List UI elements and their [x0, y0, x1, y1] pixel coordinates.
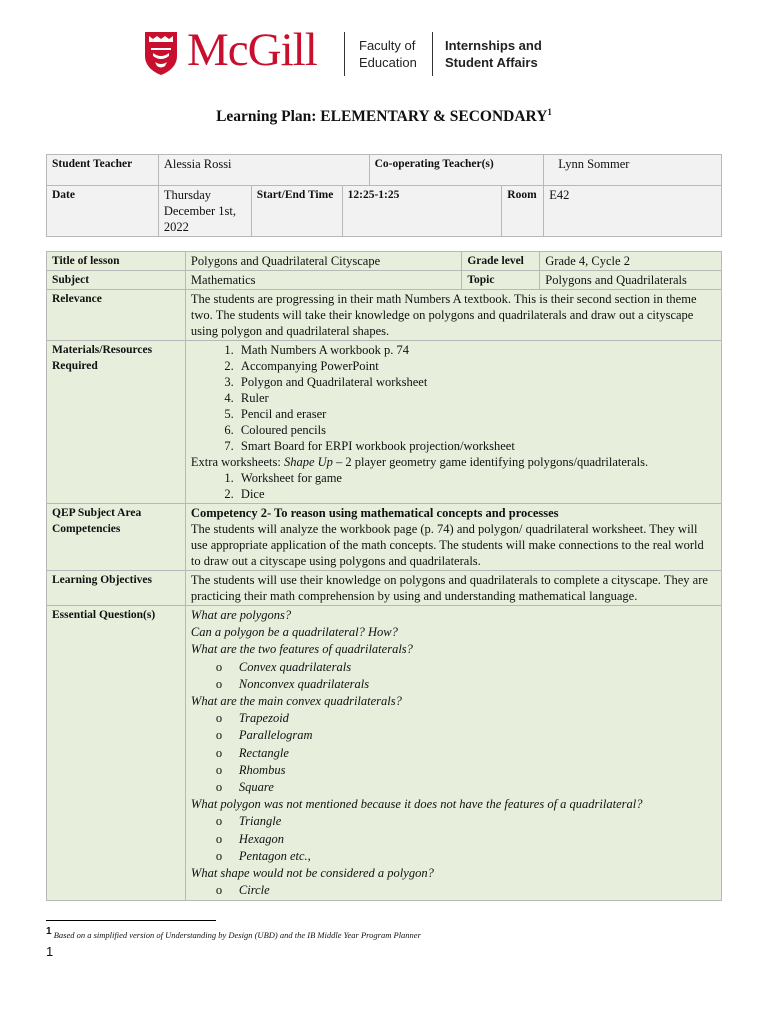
- materials-list: [191, 342, 716, 454]
- list-item-text: Rhombus: [238, 762, 286, 777]
- list-item: 7. Smart Board for ERPI workbook projection/worksheet: [237, 438, 716, 454]
- header-logo: [143, 24, 603, 80]
- list-item-text: Circle: [238, 883, 270, 898]
- student-teacher-value: Alessia Rossi: [158, 155, 369, 186]
- unit-line-1: Internships and: [445, 38, 542, 53]
- qep-value: [185, 504, 721, 571]
- bullet-icon: o: [215, 728, 223, 743]
- list-item-text: Nonconvex quadrilaterals: [238, 676, 370, 691]
- list-item: [215, 710, 716, 727]
- footnote-mark: 1: [46, 926, 52, 937]
- document-title: [0, 107, 768, 126]
- list-item: 3. Polygon and Quadrilateral worksheet: [237, 374, 716, 390]
- question: What are the two features of quadrilaterals?: [190, 642, 413, 657]
- grade-level-label: Grade level: [462, 252, 540, 271]
- question: What are polygons?: [190, 608, 292, 622]
- bullet-icon: o: [215, 831, 223, 846]
- unit-line-2: Student Affairs: [445, 55, 538, 70]
- date-label: Date: [47, 186, 159, 237]
- footnote: [46, 926, 421, 940]
- features-list: [191, 659, 716, 693]
- list-item-text: Triangle: [238, 814, 282, 829]
- footnote-text: Based on a simplified version of Understanding by Design (UBD) and the IB Middle Year Program Planner: [53, 929, 421, 940]
- bullet-icon: o: [215, 659, 223, 674]
- non-polygon-list: [191, 882, 716, 899]
- convex-list: [191, 710, 716, 796]
- bullet-icon: o: [215, 762, 223, 777]
- competency-heading: Competency 2- To reason using mathematical concepts and processes: [190, 506, 559, 520]
- list-item: [215, 831, 716, 848]
- student-teacher-label: Student Teacher: [47, 155, 159, 186]
- info-table: [46, 154, 722, 237]
- list-item-text: Parallelogram: [238, 728, 313, 743]
- extra-list: [191, 470, 716, 502]
- materials-value: [185, 341, 721, 504]
- mcgill-wordmark: McGill: [187, 24, 317, 76]
- page-number: 1: [46, 944, 54, 959]
- subject-label: Subject: [47, 271, 186, 290]
- coop-teacher-value: Lynn Sommer: [544, 155, 722, 186]
- title-footnote-mark: 1: [547, 107, 552, 117]
- bullet-icon: o: [215, 848, 223, 863]
- list-item-text: Hexagon: [238, 831, 285, 846]
- list-item: [215, 848, 716, 865]
- list-item-text: Pentagon etc.,: [238, 848, 311, 863]
- essential-questions-label: Essential Question(s): [47, 606, 186, 901]
- extra-worksheets: [191, 454, 716, 470]
- list-item: 1. Worksheet for game: [237, 470, 716, 486]
- list-item: [215, 779, 716, 796]
- essential-questions-value: [185, 606, 721, 901]
- room-value: E42: [544, 186, 722, 237]
- list-item: 2. Dice: [237, 486, 716, 502]
- list-item: 1. Math Numbers A workbook p. 74: [237, 342, 716, 358]
- list-item-text: Rectangle: [238, 745, 289, 760]
- objectives-value: The students will use their knowledge on polygons and quadrilaterals to complete a cityscape. They are practicing their math comprehension by using and understanding mathematical language.: [185, 571, 721, 606]
- question: Can a polygon be a quadrilateral? How?: [190, 625, 398, 640]
- objectives-label: Learning Objectives: [47, 571, 186, 606]
- relevance-label: Relevance: [47, 290, 186, 341]
- topic-value: Polygons and Quadrilaterals: [540, 271, 722, 290]
- date-value: Thursday December 1st, 2022: [158, 186, 251, 237]
- bullet-icon: o: [215, 676, 223, 691]
- list-item: [215, 813, 716, 830]
- extra-suffix: – 2 player geometry game identifying polygons/quadrilaterals.: [332, 455, 649, 469]
- bullet-icon: o: [215, 814, 223, 829]
- question: What polygon was not mentioned because it does not have the features of a quadrilateral?: [190, 797, 643, 812]
- room-label: Room: [502, 186, 544, 237]
- mcgill-crest-icon: [143, 30, 179, 76]
- faculty-line-1: Faculty of: [359, 38, 416, 53]
- list-item-text: Square: [238, 780, 274, 795]
- plan-table: [46, 251, 722, 901]
- question: What shape would not be considered a polygon?: [190, 866, 434, 881]
- footnote-divider: [46, 920, 216, 921]
- bullet-icon: o: [215, 745, 223, 760]
- list-item: [215, 762, 716, 779]
- list-item: [215, 676, 716, 693]
- list-item: 2. Accompanying PowerPoint: [237, 358, 716, 374]
- header-divider: [344, 32, 345, 76]
- list-item: [215, 727, 716, 744]
- extra-game-name: Shape Up: [283, 455, 333, 469]
- non-quad-list: [191, 813, 716, 865]
- list-item-text: Convex quadrilaterals: [238, 659, 352, 674]
- time-label: Start/End Time: [251, 186, 342, 237]
- extra-prefix: Extra worksheets:: [190, 455, 284, 469]
- list-item: 6. Coloured pencils: [237, 422, 716, 438]
- bullet-icon: o: [215, 711, 223, 726]
- bullet-icon: o: [215, 780, 223, 795]
- header-divider: [432, 32, 433, 76]
- list-item: 5. Pencil and eraser: [237, 406, 716, 422]
- competency-text: The students will analyze the workbook page (p. 74) and polygon/ quadrilateral worksheet. They will use appropriate application of the math concepts. The students will make connections to the real world to draw out a cityscape using polygons and quadrilaterals.: [190, 522, 704, 568]
- bullet-icon: o: [215, 883, 223, 898]
- unit-name: [445, 37, 542, 71]
- question: What are the main convex quadrilaterals?: [190, 694, 402, 709]
- qep-label: QEP Subject Area Competencies: [47, 504, 186, 571]
- list-item: [215, 882, 716, 899]
- list-item: [215, 659, 716, 676]
- lesson-title-label: Title of lesson: [47, 252, 186, 271]
- grade-level-value: Grade 4, Cycle 2: [540, 252, 722, 271]
- coop-teacher-label: Co-operating Teacher(s): [369, 155, 544, 186]
- lesson-title-value: Polygons and Quadrilateral Cityscape: [185, 252, 461, 271]
- relevance-value: The students are progressing in their math Numbers A textbook. This is their second section in theme two. The students will take their knowledge on polygons and quadrilaterals and draw out a cityscape using polygon and quadrilateral shapes.: [185, 290, 721, 341]
- list-item: 4. Ruler: [237, 390, 716, 406]
- materials-label: Materials/Resources Required: [47, 341, 186, 504]
- time-value: 12:25-1:25: [342, 186, 502, 237]
- list-item-text: Trapezoid: [238, 711, 289, 726]
- faculty-line-2: Education: [359, 55, 417, 70]
- subject-value: Mathematics: [185, 271, 461, 290]
- topic-label: Topic: [462, 271, 540, 290]
- list-item: [215, 745, 716, 762]
- title-text: Learning Plan: ELEMENTARY & SECONDARY: [216, 108, 548, 126]
- faculty-name: [359, 37, 417, 71]
